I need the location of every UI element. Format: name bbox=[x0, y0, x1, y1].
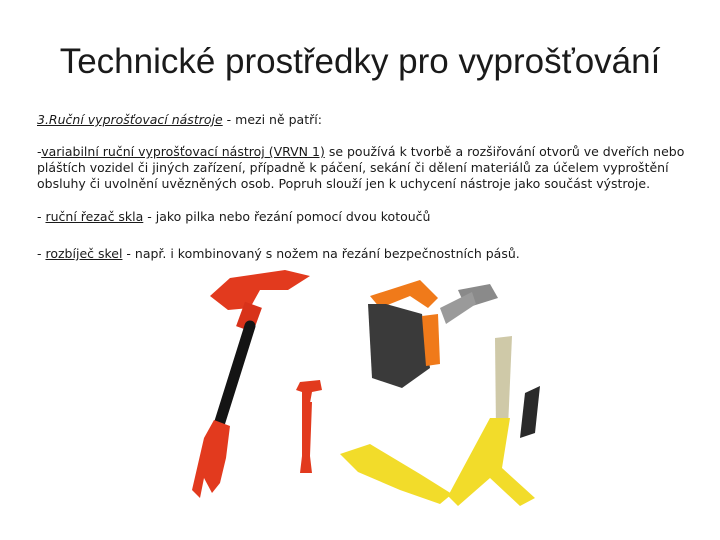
list-item-text: - jako pilka nebo řezání pomocí dvou kotoučů bbox=[143, 209, 431, 224]
glass-breaker-tool bbox=[296, 380, 322, 473]
link-vrvn[interactable]: variabilní ruční vyprošťovací nástroj (VRVN 1) bbox=[41, 144, 325, 159]
list-item-text: se používá k tvorbě a rozšiřování otvorů ve dveřích nebo pláštích vozidel či jiných zařízení, případně k páčení, sekání či dělení materiálů za účelem vyproštění obsluhy či uvolnění uvězněných osob. Popruh slouží jen k uchycení nástroje jako součást výstroje. bbox=[37, 144, 685, 191]
section-heading-text: 3.Ruční vyprošťovací nástroje bbox=[37, 112, 223, 127]
list-item-glass-breaker bbox=[37, 246, 697, 262]
slide-title: Technické prostředky pro vyprošťování bbox=[59, 42, 661, 81]
glass-cutter-tool bbox=[368, 280, 498, 388]
rescue-bar-tool bbox=[192, 270, 310, 498]
section-heading bbox=[37, 112, 697, 128]
list-item-prefix: - bbox=[37, 144, 42, 159]
link-glass-cutter[interactable]: ruční řezač skla bbox=[45, 209, 144, 224]
list-item-glass-cutter bbox=[37, 209, 697, 225]
list-item-prefix: - bbox=[37, 246, 46, 261]
list-item-prefix: - bbox=[37, 209, 46, 224]
list-item-vrvn bbox=[37, 144, 697, 192]
link-glass-breaker[interactable]: rozbíječ skel bbox=[45, 246, 123, 261]
yellow-cutter-tool bbox=[340, 336, 540, 506]
section-heading-suffix: - mezi ně patří: bbox=[222, 112, 322, 127]
list-item-text: - např. i kombinovaný s nožem na řezání bezpečnostních pásů. bbox=[122, 246, 520, 261]
rescue-tools-photo bbox=[190, 268, 570, 530]
